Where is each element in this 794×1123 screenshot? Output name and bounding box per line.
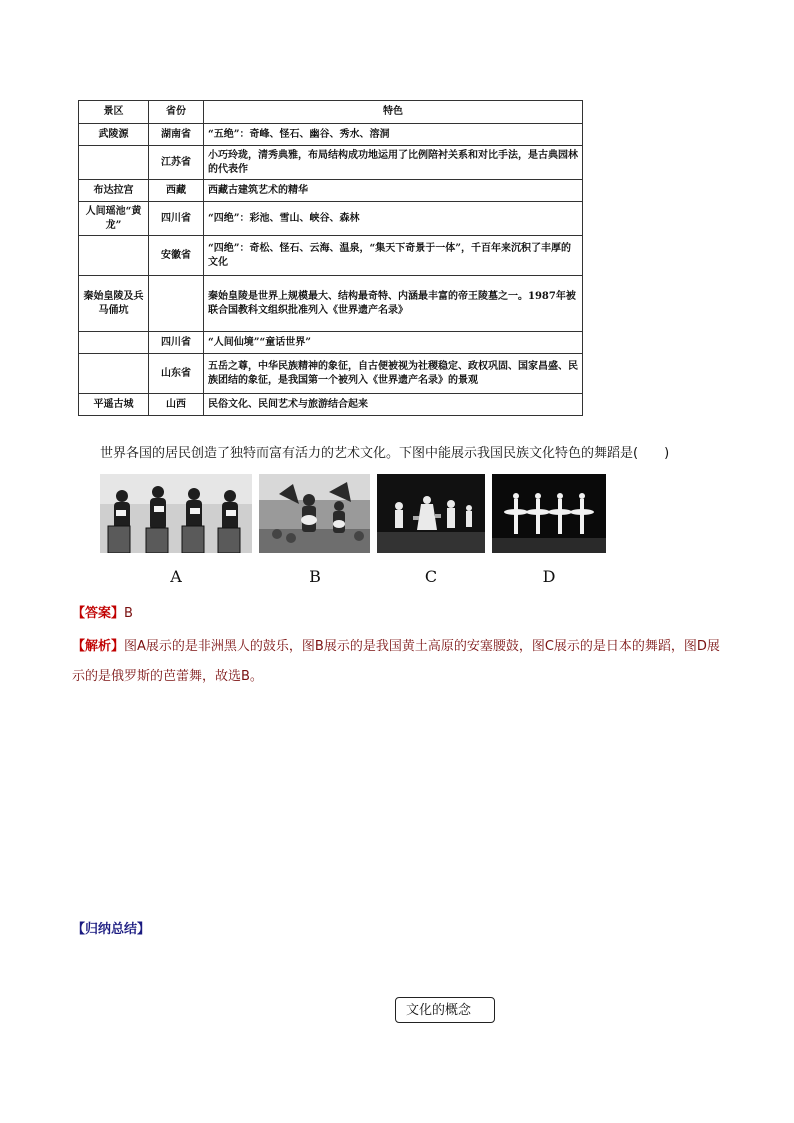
cell-feature: 秦始皇陵是世界上规模最大、结构最奇特、内涵最丰富的帝王陵墓之一。1987年被联合国教科文组织批准列入《世界遗产名录》 [204,276,583,332]
table-row [79,202,583,236]
table-row [79,394,583,416]
cell-area [79,146,149,180]
answer-value: B [124,606,133,621]
photo-african-drummers [100,474,252,553]
scenic-table [78,100,583,416]
cell-area: 布达拉宫 [79,180,149,202]
table-row [79,354,583,394]
table-row [79,124,583,146]
option-label-d: D [542,567,556,586]
cell-province: 安徽省 [149,236,204,276]
table-row [79,276,583,332]
header-province: 省份 [149,101,204,124]
answer-label: 【答案】 [72,606,125,621]
photo-japanese-dance [377,474,485,553]
cell-province: 山西 [149,394,204,416]
answer-line [72,602,133,621]
table-row [79,180,583,202]
photo-ballet [492,474,606,553]
cell-feature: 五岳之尊，中华民族精神的象征，自古便被视为社稷稳定、政权巩固、国家昌盛、民族团结的象征，是我国第一个被列入《世界遗产名录》的景观 [204,354,583,394]
cell-area: 武陵源 [79,124,149,146]
table-row [79,146,583,180]
analysis-text: 图A展示的是非洲黑人的鼓乐，图B展示的是我国黄土高原的安塞腰鼓，图C展示的是日本的舞蹈，图D展示的是俄罗斯的芭蕾舞，故选B。 [72,639,720,684]
analysis-label: 【解析】 [72,639,125,654]
cell-province: 西藏 [149,180,204,202]
cell-feature: 民俗文化、民间艺术与旅游结合起来 [204,394,583,416]
cell-area [79,332,149,354]
cell-area [79,354,149,394]
cell-feature: 西藏古建筑艺术的精华 [204,180,583,202]
cell-province: 四川省 [149,332,204,354]
table-header-row [79,101,583,124]
cell-area [79,236,149,276]
table-row [79,332,583,354]
summary-heading: 【归纳总结】 [72,922,151,937]
option-label-c: C [424,567,438,586]
option-label-a: A [170,567,182,586]
cell-province: 湖南省 [149,124,204,146]
cell-feature: “五绝”：奇峰、怪石、幽谷、秀水、溶洞 [204,124,583,146]
option-label-b: B [309,567,321,586]
cell-area: 平遥古城 [79,394,149,416]
question-text: 世界各国的居民创造了独特而富有活力的艺术文化。下图中能展示我国民族文化特色的舞蹈是( ) [100,446,670,461]
cell-feature: “人间仙境”“童话世界” [204,332,583,354]
cell-area: 人间瑶池“黄龙” [79,202,149,236]
cell-province: 江苏省 [149,146,204,180]
header-feature: 特色 [204,101,583,124]
header-area: 景区 [79,101,149,124]
cell-feature: “四绝”：彩池、雪山、峡谷、森林 [204,202,583,236]
concept-box: 文化的概念 [395,997,495,1023]
cell-province: 四川省 [149,202,204,236]
table-row [79,236,583,276]
cell-feature: “四绝”：奇松、怪石、云海、温泉，“集天下奇景于一体”，千百年来沉积了丰厚的文化 [204,236,583,276]
photo-ansai-waist-drum [259,474,370,553]
cell-feature: 小巧玲珑，清秀典雅，布局结构成功地运用了比例陪衬关系和对比手法，是古典园林的代表作 [204,146,583,180]
analysis-paragraph [72,632,732,692]
cell-province: 山东省 [149,354,204,394]
cell-province [149,276,204,332]
cell-area: 秦始皇陵及兵马俑坑 [79,276,149,332]
